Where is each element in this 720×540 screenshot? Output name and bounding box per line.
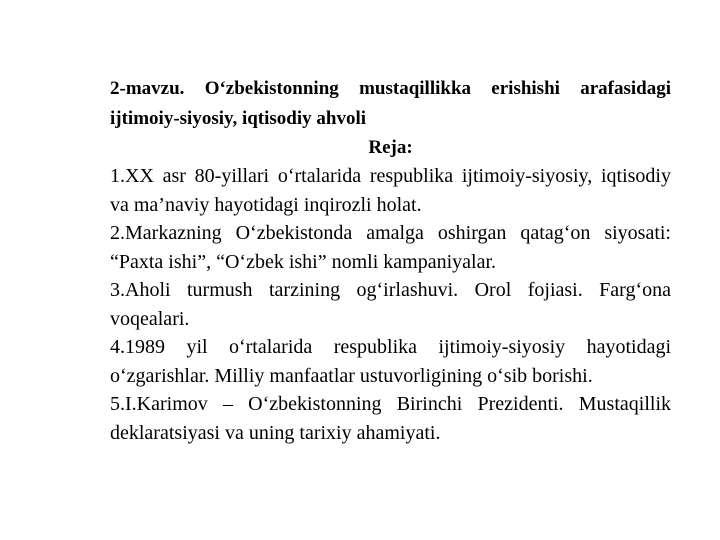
slide-content bbox=[110, 74, 671, 447]
topic-title: 2-mavzu. O‘zbekistonning mustaqillikka erishishi arafasidagi ijtimoiy-siyosiy, iqtisodiy ahvoli bbox=[110, 78, 671, 129]
plan-item: 1.XX asr 80-yillari o‘rtalarida respublika ijtimoiy-siyosiy, iqtisodiy va ma’naviy hayotidagi inqirozli holat. bbox=[110, 165, 671, 216]
plan-item: 2.Markazning O‘zbekistonda amalga oshirgan qatag‘on siyosati: “Paxta ishi”, “O‘zbek ishi” nomli kampaniyalar. bbox=[110, 222, 671, 273]
plan-list bbox=[110, 162, 671, 447]
plan-heading: Reja: bbox=[368, 137, 413, 158]
plan-item: 3.Aholi turmush tarzining og‘irlashuvi. Orol fojiasi. Farg‘ona voqealari. bbox=[110, 279, 671, 330]
plan-item: 5.I.Karimov – O‘zbekistonning Birinchi Prezidenti. Mustaqillik deklaratsiyasi va uning tarixiy ahamiyati. bbox=[110, 393, 671, 444]
plan-item: 4.1989 yil o‘rtalarida respublika ijtimoiy-siyosiy hayotidagi o‘zgarishlar. Milliy manfaatlar ustuvorligining o‘sib borishi. bbox=[110, 336, 671, 387]
